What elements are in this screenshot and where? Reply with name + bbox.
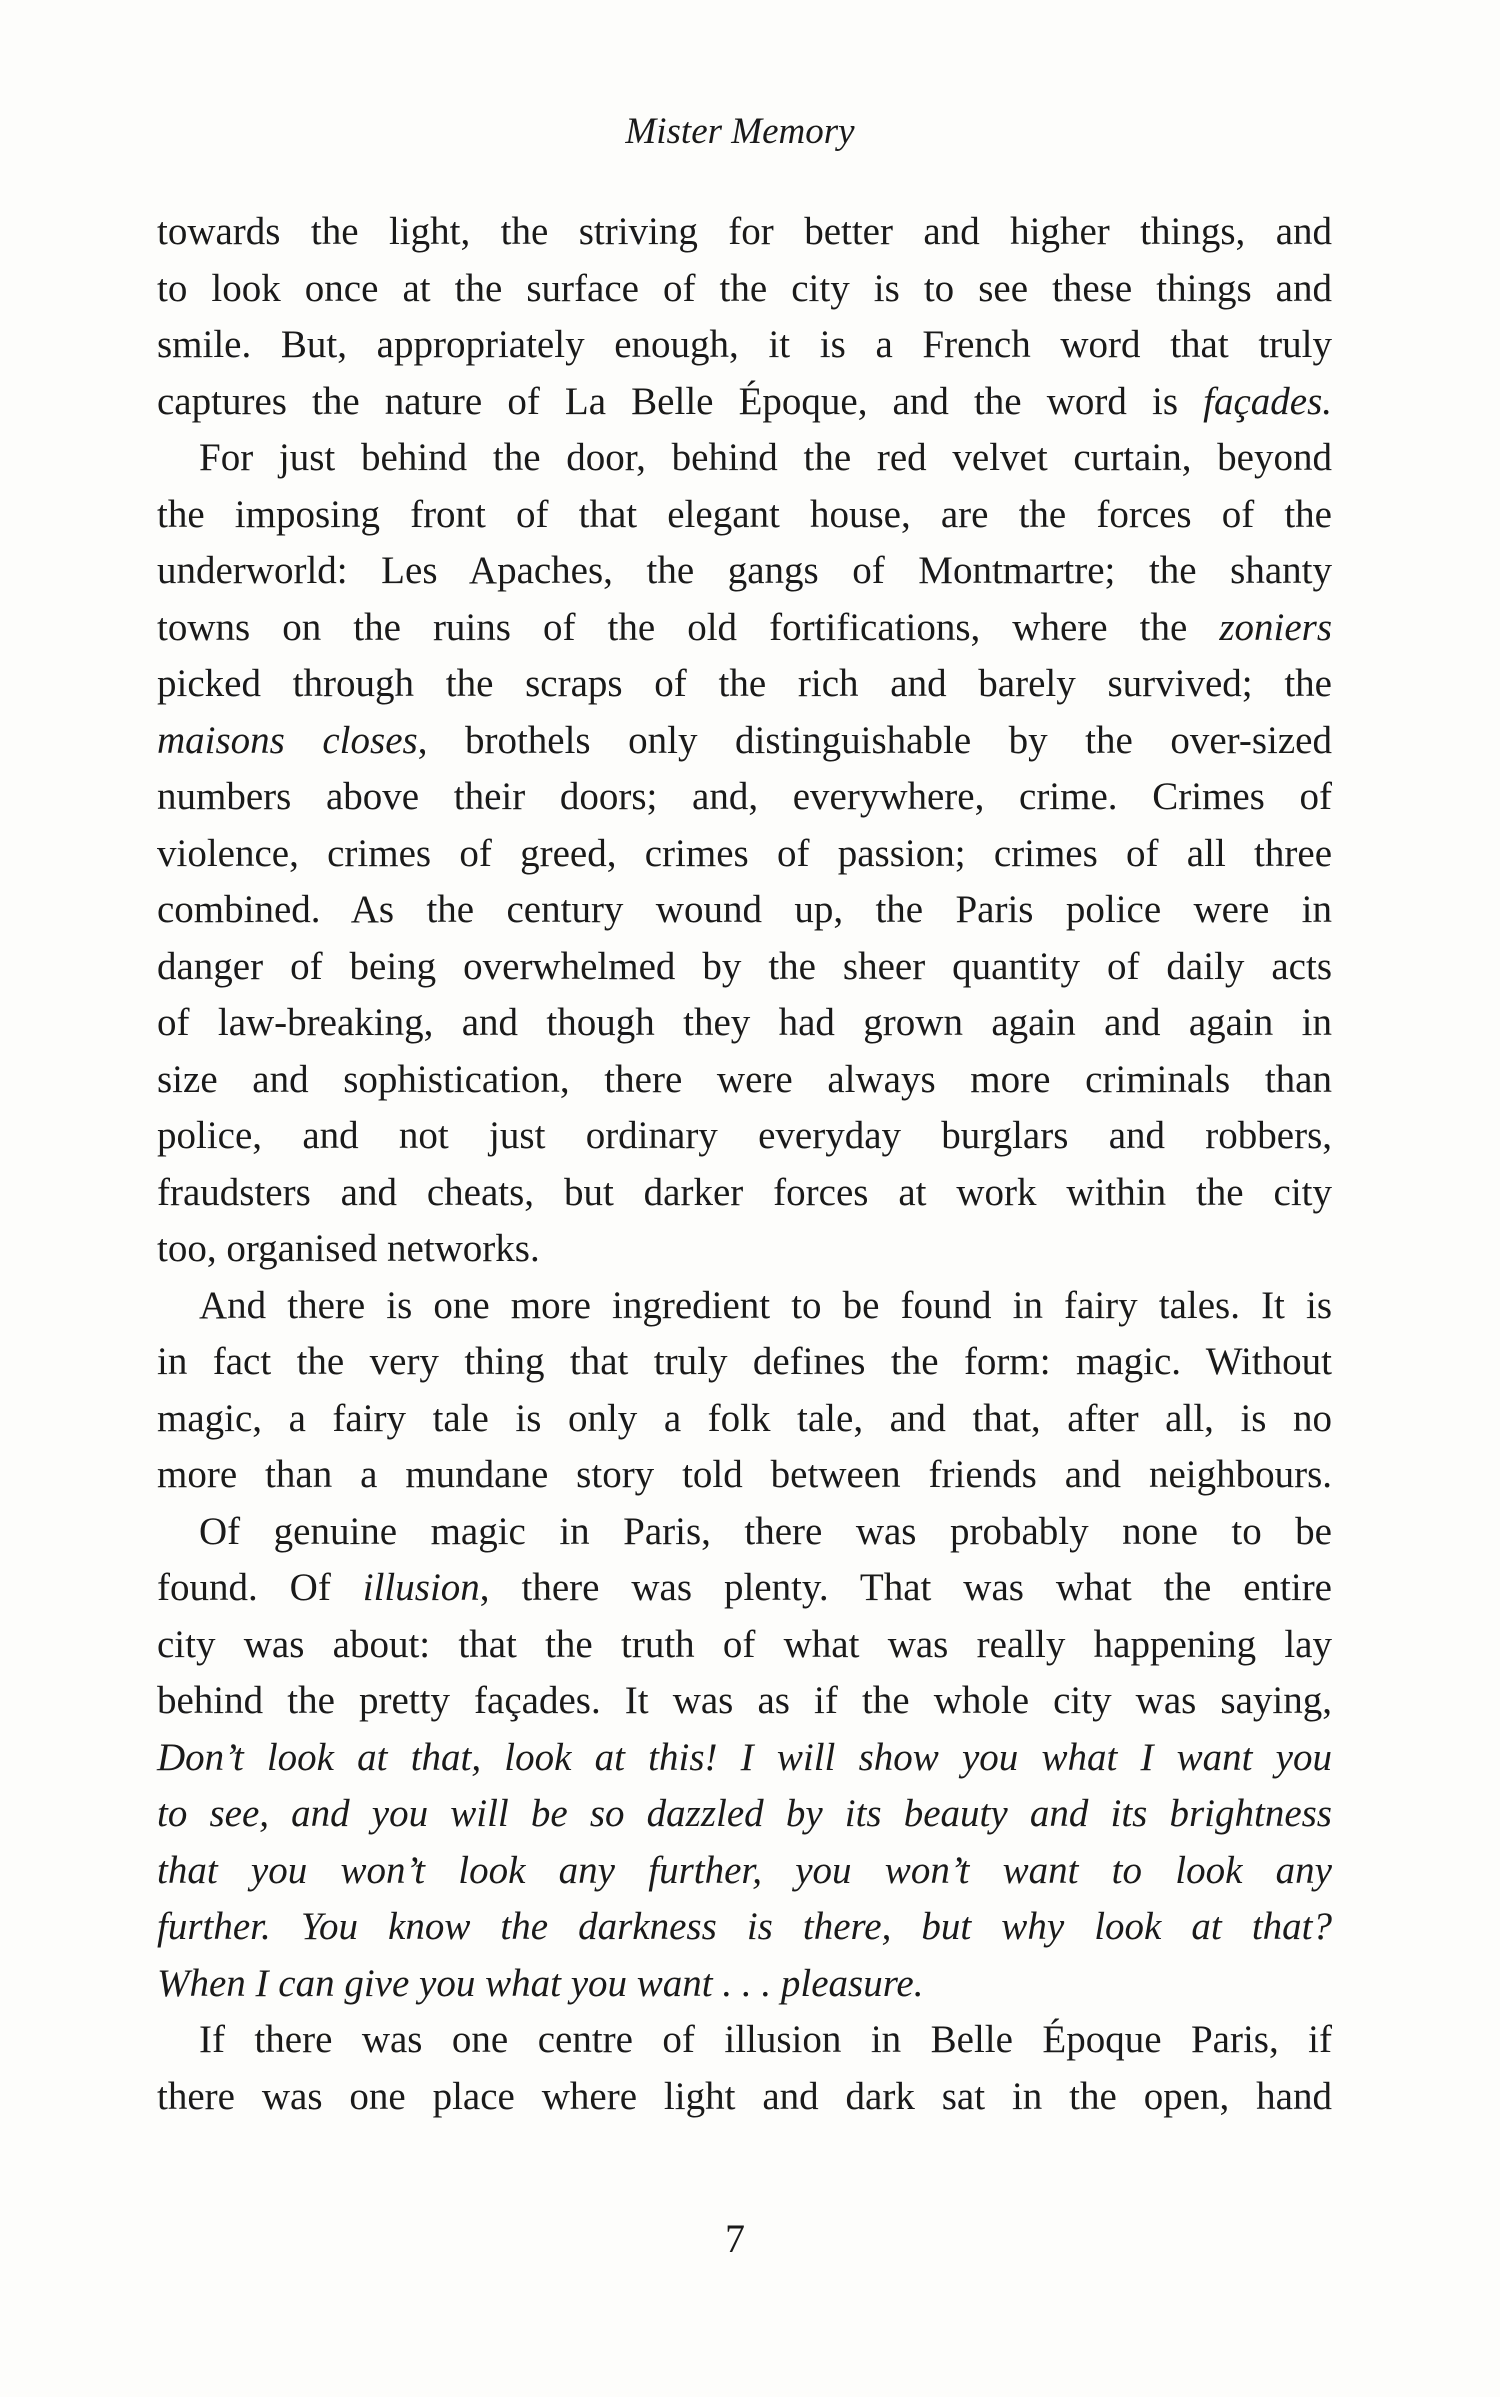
text-line [157, 600, 1332, 657]
text-segment: , there was plenty. That was what the entire [479, 1566, 1332, 1609]
text-segment: If there was one centre of illusion in Belle Époque Paris, if [199, 2018, 1332, 2061]
italic-text: further. You know the darkness is there, but why look at that? [157, 1905, 1332, 1948]
text-line [157, 939, 1332, 996]
text-line [157, 261, 1332, 318]
text-line [157, 1673, 1332, 1730]
text-segment: in fact the very thing that truly defines the form: magic. Without [157, 1340, 1332, 1383]
text-line [157, 2069, 1332, 2126]
text-segment: fraudsters and cheats, but darker forces at work within the city [157, 1170, 1332, 1214]
text-segment: , brothels only distinguishable by the over-sized [417, 718, 1332, 762]
text-line [157, 317, 1332, 374]
text-segment: size and sophistication, there were always more criminals than [157, 1057, 1332, 1101]
text-segment: numbers above their doors; and, everywhere, crime. Crimes of [157, 775, 1332, 818]
text-line [157, 204, 1332, 261]
text-line [157, 656, 1332, 713]
text-segment: picked through the scraps of the rich and barely survived; the [157, 662, 1332, 705]
italic-text: illusion [362, 1566, 480, 1609]
text-line [157, 1786, 1332, 1843]
text-line [157, 487, 1332, 544]
text-line [157, 1504, 1332, 1561]
text-segment: too, organised networks. [157, 1227, 540, 1270]
text-segment: violence, crimes of greed, crimes of passion; crimes of all three [157, 831, 1332, 875]
text-line [157, 1560, 1332, 1617]
text-line [157, 543, 1332, 600]
page-number: 7 [725, 2216, 745, 2261]
text-segment: combined. As the century wound up, the Paris police were in [157, 888, 1332, 931]
text-segment: to look once at the surface of the city is to see these things and [157, 266, 1332, 310]
text-line [157, 995, 1332, 1052]
text-line [157, 1730, 1332, 1787]
text-line [157, 1052, 1332, 1109]
text-line [157, 826, 1332, 883]
text-line [157, 1843, 1332, 1900]
text-segment: And there is one more ingredient to be found in fairy tales. It is [199, 1283, 1332, 1327]
text-segment: For just behind the door, behind the red velvet curtain, beyond [199, 436, 1332, 479]
text-line [157, 1334, 1332, 1391]
text-line [157, 1617, 1332, 1674]
text-line [157, 882, 1332, 939]
text-line [157, 1165, 1332, 1222]
text-line [157, 430, 1332, 487]
text-segment: Of genuine magic in Paris, there was probably none to be [199, 1509, 1332, 1553]
text-segment: behind the pretty façades. It was as if the whole city was saying, [157, 1679, 1332, 1722]
italic-text: that you won’t look any further, you won’t want to look any [157, 1848, 1332, 1892]
italic-text: Don’t look at that, look at this! I will show you what I want you [157, 1735, 1332, 1779]
text-line [157, 769, 1332, 826]
italic-text: to see, and you will be so dazzled by its beauty and its brightness [157, 1792, 1332, 1835]
text-line [157, 2012, 1332, 2069]
text-segment: the imposing front of that elegant house, are the forces of the [157, 492, 1332, 536]
text-line [157, 1221, 1332, 1278]
text-segment: found. Of [157, 1566, 363, 1609]
text-segment: there was one place where light and dark sat in the open, hand [157, 2074, 1332, 2118]
italic-text: When I can give you what you want . . . pleasure. [157, 1961, 924, 2005]
text-segment: city was about: that the truth of what was really happening lay [157, 1622, 1332, 1666]
italic-text: maisons closes [157, 718, 418, 762]
text-segment: danger of being overwhelmed by the sheer quantity of daily acts [157, 944, 1332, 988]
text-segment: police, and not just ordinary everyday burglars and robbers, [157, 1114, 1332, 1157]
text-line [157, 1447, 1332, 1504]
italic-text: zoniers [1219, 605, 1332, 649]
text-segment: of law-breaking, and though they had grown again and again in [157, 1001, 1332, 1044]
text-line [157, 1278, 1332, 1335]
text-segment: towards the light, the striving for better and higher things, and [157, 210, 1332, 253]
text-line [157, 1108, 1332, 1165]
text-line [157, 374, 1332, 431]
text-segment: more than a mundane story told between friends and neighbours. [157, 1453, 1332, 1496]
text-segment: towns on the ruins of the old fortifications, where the [157, 605, 1220, 649]
italic-text: façades. [1203, 379, 1332, 423]
running-header: Mister Memory [625, 111, 855, 152]
text-line [157, 1391, 1332, 1448]
text-segment: underworld: Les Apaches, the gangs of Montmartre; the shanty [157, 549, 1332, 592]
text-line [157, 713, 1332, 770]
text-line [157, 1899, 1332, 1956]
text-segment: magic, a fairy tale is only a folk tale, and that, after all, is no [157, 1396, 1332, 1440]
body-text [157, 204, 1332, 2125]
text-segment: captures the nature of La Belle Époque, and the word is [157, 379, 1204, 423]
text-line [157, 1956, 1332, 2013]
text-segment: smile. But, appropriately enough, it is a French word that truly [157, 323, 1332, 366]
